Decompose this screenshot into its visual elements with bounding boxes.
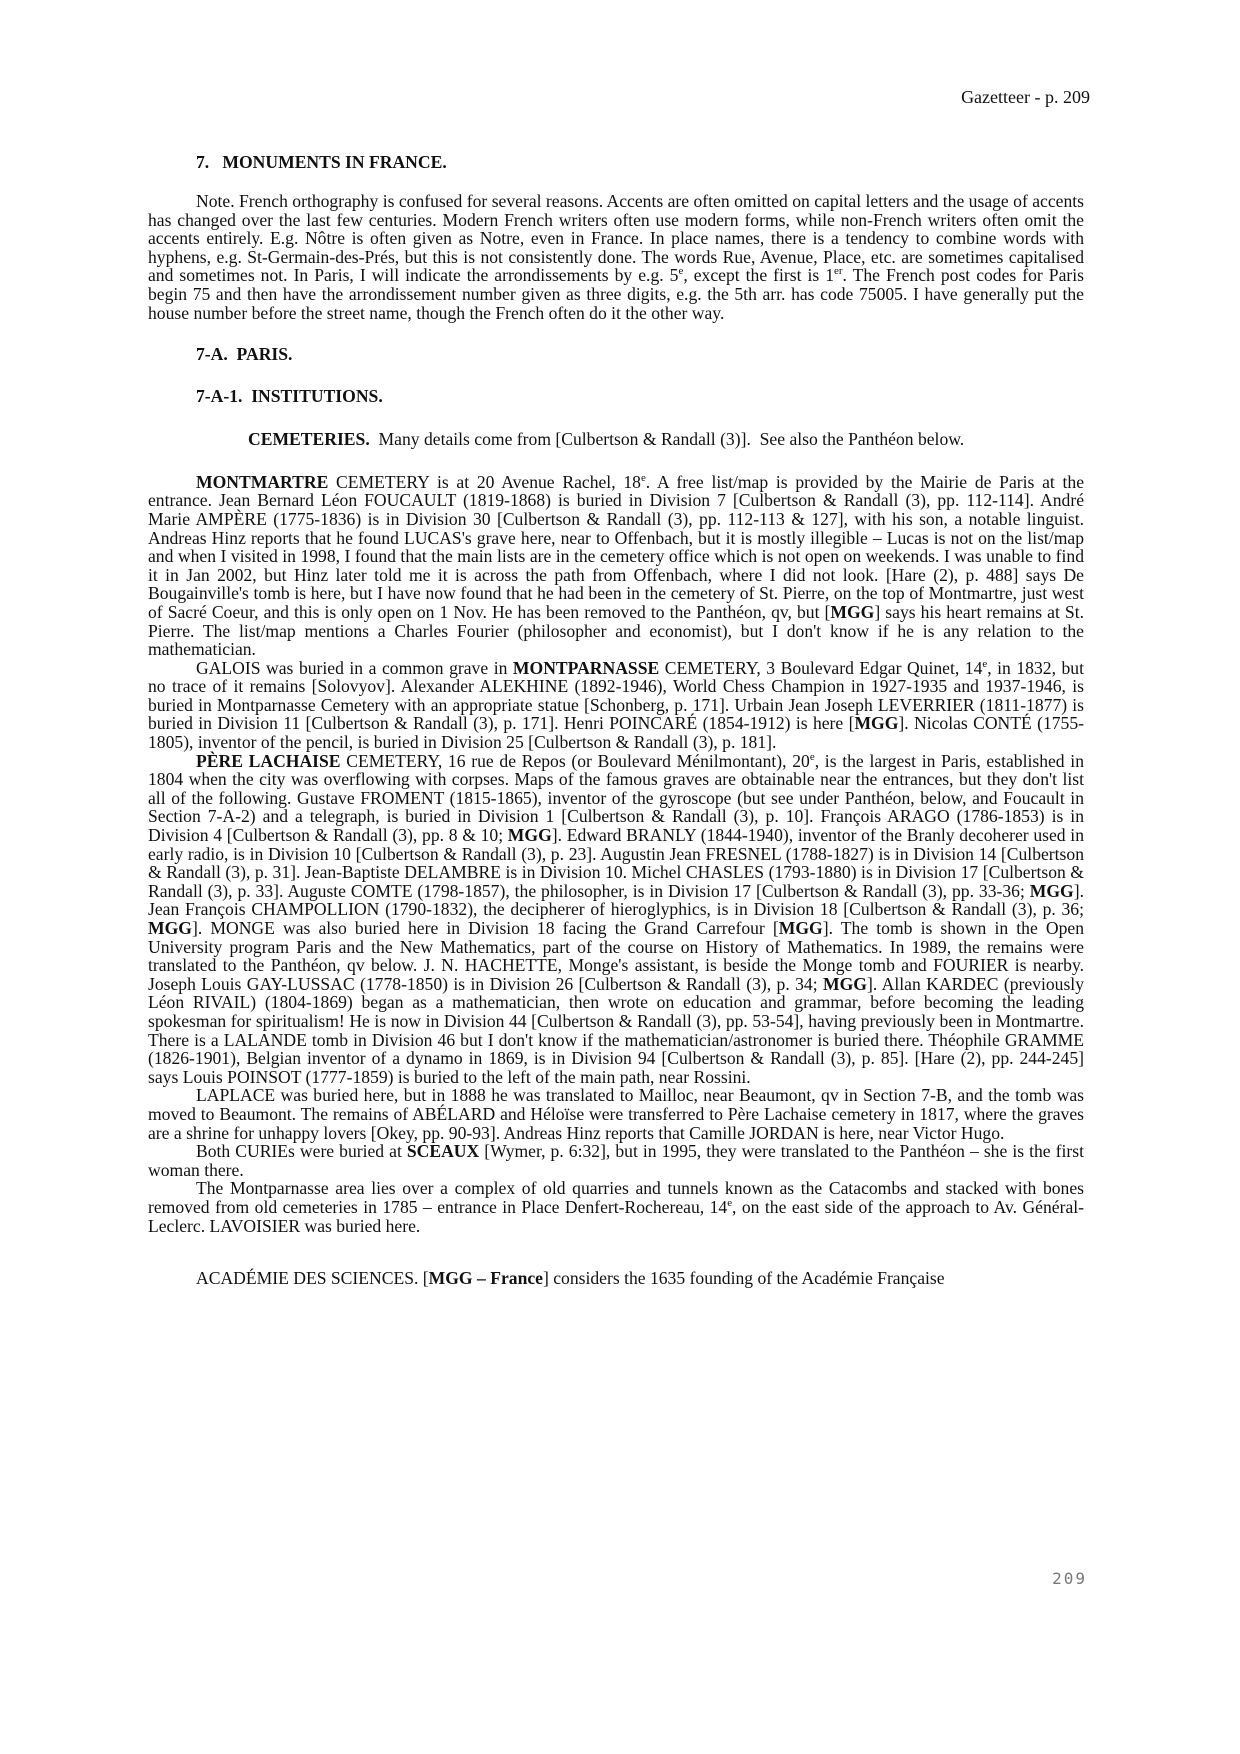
catacombs-paragraph: The Montparnasse area lies over a complex of old quarries and tunnels known as the Catacombs and stacked with bones removed from old cemeteries in 1785 – entrance in Place Denfert-Rochereau, 14e, on the east side of the approach to Av. Général-Leclerc. LAVOISIER was buried here. [148, 1178, 1084, 1236]
cemeteries-label: CEMETERIES. [248, 429, 370, 450]
section-heading: 7. MONUMENTS IN FRANCE. [196, 152, 447, 172]
cemeteries-paragraph: CEMETERIES. Many details come from [Culbertson & Randall (3)]. See also the Panthéon below. [248, 429, 965, 450]
note-paragraph: Note. French orthography is confused for several reasons. Accents are often omitted on capital letters and the usage of accents has changed over the last few centuries. Modern French writers often use modern forms, while non-French writers often omit the accents entirely. E.g. Nôtre is often given as Notre, even in France. In place names, there is a tendency to combine words with hyphens, e.g. St-Germain-des-Prés, but this is not consistently done. The words Rue, Avenue, Place, etc. are sometimes capitalised and sometimes not. In Paris, I will indicate the arrondissements by e.g. 5e, except the first is 1er. The French post codes for Paris begin 75 and then have the arrondissement number given as three digits, e.g. the 5th arr. has code 75005. I have generally put the house number before the street name, though the French often do it the other way. [148, 191, 1084, 323]
subheading-paris: 7-A. PARIS. [196, 344, 293, 365]
page-number: 209 [1052, 1569, 1087, 1588]
montmartre-paragraph: MONTMARTRE CEMETERY is at 20 Avenue Rachel, 18e. A free list/map is provided by the Mairie de Paris at the entrance. Jean Bernard Léon FOUCAULT (1819-1868) is buried in Division 7 [Culbertson & Randall (3), pp. 112-114]. André Marie AMPÈRE (1775-1836) is in Division 30 [Culbertson & Randall (3), pp. 112-113 & 127], with his son, a notable linguist. Andreas Hinz reports that he found LUCAS's grave here, near to Offenbach, but it is mostly illegible – Lucas is not on the list/map and when I visited in 1998, I found that the main lists are in the cemetery office which is not open on weekends. I was unable to find it in Jan 2002, but Hinz later told me it is across the path from Offenbach, where I did not look. [Hare (2), p. 488] says De Bougainville's tomb is here, but I have now found that he had been in the cemetery of St. Pierre, on the top of Montmartre, just west of Sacré Coeur, and this is only open on 1 Nov. He has been removed to the Panthéon, qv, but [MGG] says his heart remains at St. Pierre. The list/map mentions a Charles Fourier (philosopher and economist), but I don't know if he is any relation to the mathematician. [148, 471, 1085, 660]
subheading-institutions: 7-A-1. INSTITUTIONS. [196, 386, 383, 407]
laplace-paragraph: LAPLACE was buried here, but in 1888 he was translated to Mailloc, near Beaumont, qv in Section 7-B, and the tomb was moved to Beaumont. The remains of ABÉLARD and Héloïse were transferred to Père Lachaise cemetery in 1817, where the graves are a shrine for unhappy lovers [Okey, pp. 90-93]. Andreas Hinz reports that Camille JORDAN is here, near Victor Hugo. [148, 1085, 1084, 1143]
pere-lachaise-paragraph: PÈRE LACHAISE CEMETERY, 16 rue de Repos (or Boulevard Ménilmontant), 20e, is the largest in Paris, established in 1804 when the city was overflowing with corpses. Maps of the famous graves are obtainable near the entrances, but they don't list all of the following. Gustave FROMENT (1815-1865), inventor of the gyroscope (but see under Panthéon, below, and Foucault in Section 7-A-2) and a telegraph, is buried in Division 1 [Culbertson & Randall (3), p. 10]. François ARAGO (1786-1853) is in Division 4 [Culbertson & Randall (3), pp. 8 & 10; MGG]. Edward BRANLY (1844-1940), inventor of the Branly decoherer used in early radio, is in Division 10 [Culbertson & Randall (3), p. 23]. Augustin Jean FRESNEL (1788-1827) is in Division 14 [Culbertson & Randall (3), p. 31]. Jean-Baptiste DELAMBRE is in Division 10. Michel CHASLES (1793-1880) is in Division 17 [Culbertson & Randall (3), p. 33]. Auguste COMTE (1798-1857), the philosopher, is in Division 17 [Culbertson & Randall (3), pp. 33-36; MGG]. Jean François CHAMPOLLION (1790-1832), the decipherer of hieroglyphics, is in Division 18 [Culbertson & Randall (3), p. 36; MGG]. MONGE was also buried here in Division 18 facing the Grand Carrefour [MGG]. The tomb is shown in the Open University program Paris and the New Mathematics, part of the course on History of Mathematics. In 1989, the remains were translated to the Panthéon, qv below. J. N. HACHETTE, Monge's assistant, is beside the Monge tomb and FOURIER is nearby. Joseph Louis GAY-LUSSAC (1778-1850) is in Division 26 [Culbertson & Randall (3), p. 34; MGG]. Allan KARDEC (previously Léon RIVAIL) (1804-1869) began as a mathematician, then wrote on education and grammar, before becoming the leading spokesman for spiritualism! He is now in Division 44 [Culbertson & Randall (3), pp. 53-54], having previously been in Montmartre. There is a LALANDE tomb in Division 46 but I don't know if the mathematician/astronomer is buried there. Théophile GRAMME (1826-1901), Belgian inventor of a dynamo in 1869, is in Division 94 [Culbertson & Randall (3), p. 85]. [Hare (2), pp. 244-245] says Louis POINSOT (1777-1859) is buried to the left of the main path, near Rossini. [148, 750, 1084, 1087]
montparnasse-paragraph: GALOIS was buried in a common grave in MONTPARNASSE CEMETERY, 3 Boulevard Edgar Quinet, 14e, in 1832, but no trace of it remains [Solovyov]. Alexander ALEKHINE (1892-1946), World Chess Champion in 1927-1935 and 1937-1946, is buried in Montparnasse Cemetery with an appropriate statue [Schonberg, p. 171]. Urbain Jean Joseph LEVERRIER (1811-1877) is buried in Division 11 [Culbertson & Randall (3), p. 171]. Henri POINCARÉ (1854-1912) is here [MGG]. Nicolas CONTÉ (1755-1805), inventor of the pencil, is buried in Division 25 [Culbertson & Randall (3), p. 181]. [148, 657, 1084, 753]
running-head: Gazetteer - p. 209 [961, 87, 1090, 107]
page-content [148, 152, 1084, 1288]
curies-paragraph: Both CURIEs were buried at SCEAUX [Wymer, p. 6:32], but in 1995, they were translated to the Panthéon – she is the first woman there. [148, 1141, 1084, 1180]
academie-paragraph: ACADÉMIE DES SCIENCES. [MGG – France] considers the 1635 founding of the Académie Française [196, 1268, 945, 1289]
